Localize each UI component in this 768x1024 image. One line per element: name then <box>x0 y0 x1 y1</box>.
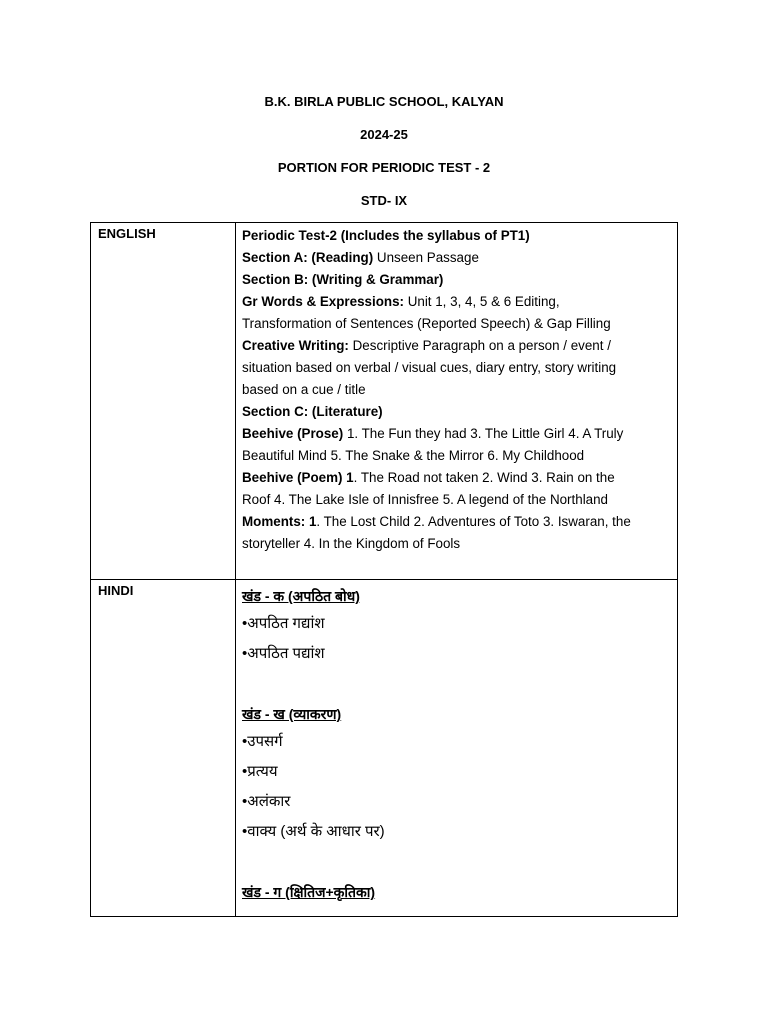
hindi-section-b-heading: खंड - ख (व्याकरण) <box>242 706 342 722</box>
english-line-4: Gr Words & Expressions: Unit 1, 3, 4, 5 & 6 Editing, <box>242 294 560 309</box>
english-line-2: Section A: (Reading) Unseen Passage <box>242 250 479 265</box>
portion-table <box>90 222 678 917</box>
hindi-item: •उपसर्ग <box>242 733 283 750</box>
english-line-1: Periodic Test-2 (Includes the syllabus of PT1) <box>242 228 530 243</box>
school-name: B.K. BIRLA PUBLIC SCHOOL, KALYAN <box>264 94 504 109</box>
hindi-section-a-heading: खंड - क (अपठित बोध) <box>242 588 360 604</box>
hindi-section-c-heading: खंड - ग (क्षितिज+कृतिका) <box>242 884 376 900</box>
table-row-hindi <box>91 580 678 917</box>
hindi-item: •अपठित गद्यांश <box>242 615 325 632</box>
hindi-item: •वाक्य (अर्थ के आधार पर) <box>242 823 385 840</box>
english-line-13: Roof 4. The Lake Isle of Innisfree 5. A legend of the Northland <box>242 492 609 507</box>
english-line-9: Section C: (Literature) <box>242 404 383 419</box>
english-syllabus <box>236 223 678 580</box>
hindi-syllabus <box>236 580 678 917</box>
standard: STD- IX <box>360 193 408 208</box>
hindi-item: •अलंकार <box>242 793 291 810</box>
subject-english: ENGLISH <box>91 223 236 580</box>
english-line-5: Transformation of Sentences (Reported Speech) & Gap Filling <box>242 316 611 331</box>
academic-year: 2024-25 <box>360 127 408 142</box>
english-line-12: Beehive (Poem) 1. The Road not taken 2. Wind 3. Rain on the <box>242 470 615 485</box>
hindi-item: •प्रत्यय <box>242 763 278 780</box>
subject-hindi: HINDI <box>91 580 236 917</box>
english-line-8: based on a cue / title <box>242 382 366 397</box>
english-line-14: Moments: 1. The Lost Child 2. Adventures of Toto 3. Iswaran, the <box>242 514 631 529</box>
english-line-10: Beehive (Prose) 1. The Fun they had 3. The Little Girl 4. A Truly <box>242 426 624 441</box>
portion-title: PORTION FOR PERIODIC TEST - 2 <box>277 160 491 175</box>
table-row-english <box>91 223 678 580</box>
english-line-7: situation based on verbal / visual cues, diary entry, story writing <box>242 360 617 375</box>
english-line-15: storyteller 4. In the Kingdom of Fools <box>242 536 461 551</box>
english-line-11: Beautiful Mind 5. The Snake & the Mirror 6. My Childhood <box>242 448 585 463</box>
english-line-3: Section B: (Writing & Grammar) <box>242 272 444 287</box>
hindi-item: •अपठित पद्यांश <box>242 645 325 662</box>
english-line-6: Creative Writing: Descriptive Paragraph on a person / event / <box>242 338 611 353</box>
